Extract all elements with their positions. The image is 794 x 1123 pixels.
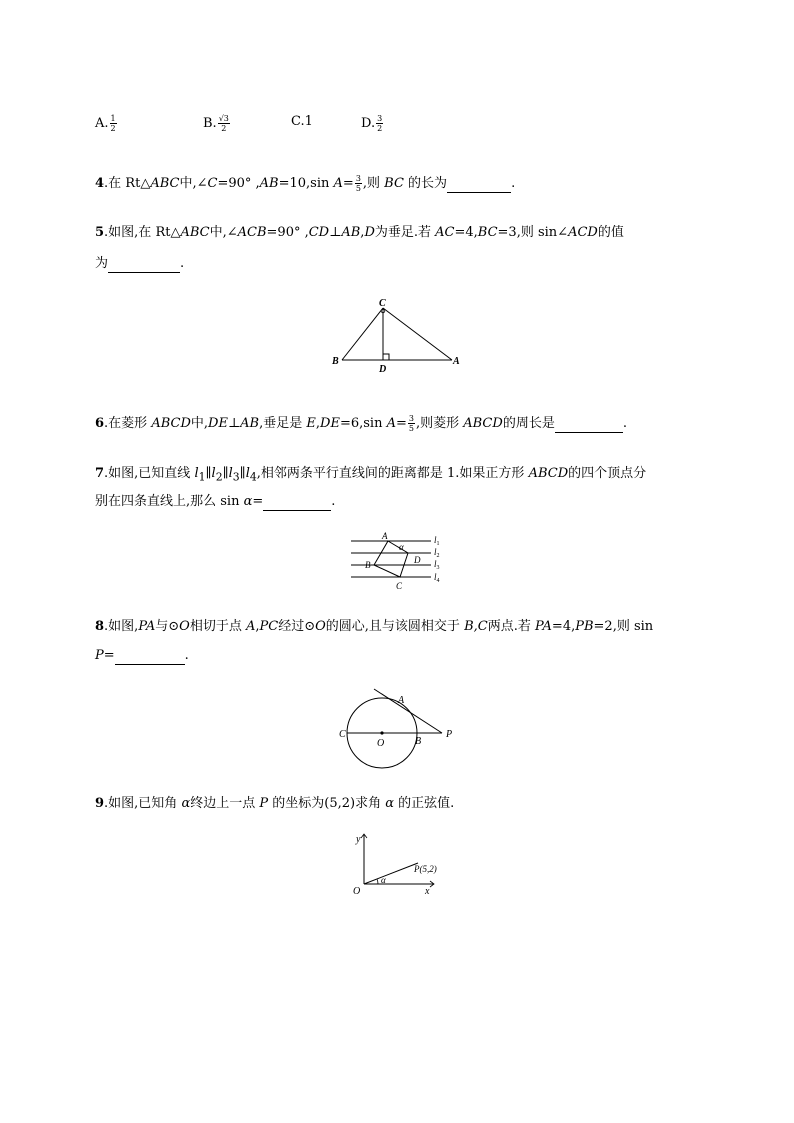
question-8: 8.如图,PA与⊙O相切于点 A,PC经过⊙O的圆心,且与该圆相交于 B,C两点.若 PA=4,PB=2,则 sin [95, 619, 654, 634]
label-p: P [446, 729, 453, 740]
label-x: x [425, 886, 430, 897]
label-b: B [365, 560, 371, 570]
q7-parallel-lines-figure [348, 530, 448, 592]
label-p: P(5,2) [414, 864, 437, 874]
question-7-line2: 别在四条直线上,那么 sin α= . [95, 494, 336, 509]
label-d: D [414, 555, 421, 565]
q5-triangle-figure [328, 296, 468, 376]
answer-blank [447, 176, 511, 193]
label-d: D [379, 364, 387, 375]
answer-blank [108, 256, 180, 273]
label-l3: $l_3$ [434, 559, 440, 571]
label-alpha: α [381, 875, 386, 885]
label-b: B [415, 736, 422, 747]
answer-blank [263, 494, 331, 511]
label-c: C [396, 581, 403, 591]
question-5-line2: 为 . [95, 256, 185, 271]
label-o: O [353, 886, 361, 897]
label-c: C [339, 729, 346, 740]
label-a: A [398, 695, 405, 706]
q3-option-d: D. $\frac{3}{2}$ [361, 114, 383, 133]
label-l2: $l_2$ [434, 547, 440, 559]
label-alpha: α [399, 542, 404, 552]
q8-circle-tangent-figure [334, 684, 464, 774]
label-a: A [453, 356, 460, 367]
q3-option-b: B. $\frac{√3}{2}$ [203, 114, 229, 133]
label-l4: $l_4$ [434, 572, 440, 584]
question-9: 9.如图,已知角 α终边上一点 P 的坐标为(5,2)求角 α 的正弦值. [95, 796, 455, 811]
question-5: 5.如图,在 Rt△ABC中,∠ACB=90° ,CD⊥AB,D为垂足.若 AC=4,BC=3,则 sin∠ACD的值 [95, 225, 624, 240]
answer-blank [555, 416, 623, 433]
question-6: 6.在菱形 ABCD中,DE⊥AB,垂足是 E,DE=6,sin A= $\frac{3}{5}$ ,则菱形 ABCD的周长是 . [95, 414, 627, 433]
question-7: 7.如图,已知直线 $l_1\parallel l_2\parallel l_3\parallel l_4$,相邻两条平行直线间的距离都是 1.如果正方形 ABCD的四个顶点分 [95, 466, 647, 484]
label-c: C [379, 298, 386, 309]
label-a: A [382, 531, 388, 541]
label-y: y [356, 834, 361, 845]
label-l1: $l_1$ [434, 535, 440, 547]
label-b: B [332, 356, 339, 367]
answer-blank [115, 648, 185, 665]
label-o: O [377, 738, 385, 749]
q9-coordinate-figure [348, 828, 448, 900]
question-8-line2: P= . [95, 648, 189, 663]
q3-option-a: A. $\frac{1}{2}$ [95, 114, 116, 133]
question-4: 4.在 Rt△ABC中,∠C=90° ,AB=10,sin A= $\frac{3}{5}$ ,则 BC 的长为 . [95, 174, 516, 193]
q3-option-c: C.1 [291, 114, 313, 129]
